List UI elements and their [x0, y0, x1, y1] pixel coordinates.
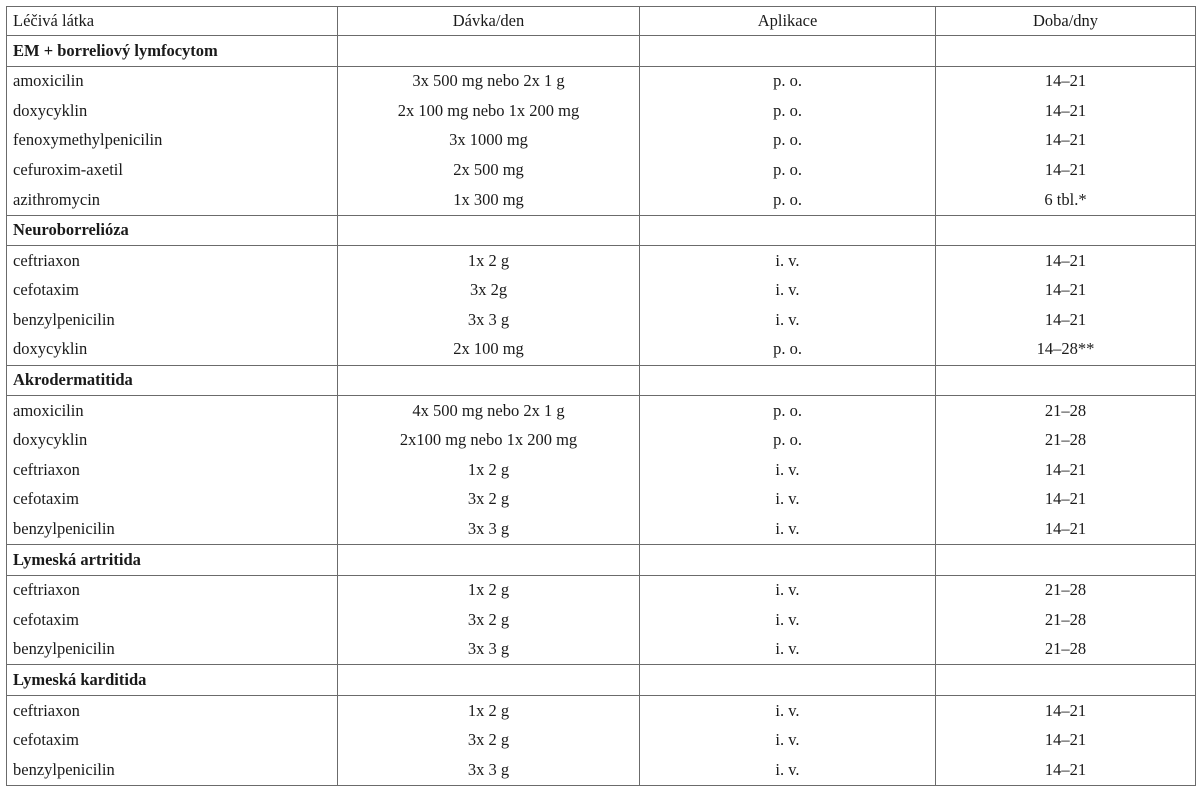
dose-cell: 3x 2 g	[338, 485, 640, 515]
route-cell: i. v.	[640, 276, 936, 306]
route-cell: p. o.	[640, 155, 936, 185]
route-cell: p. o.	[640, 335, 936, 365]
table-row	[7, 246, 1196, 276]
route-cell: i. v.	[640, 575, 936, 605]
route-cell: i. v.	[640, 305, 936, 335]
header-drug: Léčivá látka	[7, 7, 338, 36]
drug-cell: ceftriaxon	[7, 696, 338, 726]
route-cell: p. o.	[640, 96, 936, 126]
dose-cell: 1x 2 g	[338, 455, 640, 485]
group-empty-cell	[640, 545, 936, 576]
route-cell: i. v.	[640, 455, 936, 485]
treatment-table	[6, 6, 1196, 786]
table-header	[7, 7, 1196, 36]
dose-cell: 1x 2 g	[338, 246, 640, 276]
table-row	[7, 635, 1196, 665]
route-cell: i. v.	[640, 635, 936, 665]
dose-cell: 1x 2 g	[338, 696, 640, 726]
dose-cell: 3x 2 g	[338, 605, 640, 635]
table-row	[7, 185, 1196, 215]
duration-cell: 14–21	[936, 96, 1196, 126]
table-row	[7, 396, 1196, 426]
route-cell: i. v.	[640, 605, 936, 635]
route-cell: p. o.	[640, 66, 936, 96]
drug-cell: benzylpenicilin	[7, 515, 338, 545]
group-row	[7, 215, 1196, 246]
duration-cell: 14–21	[936, 485, 1196, 515]
table-row	[7, 276, 1196, 306]
route-cell: i. v.	[640, 696, 936, 726]
drug-cell: amoxicilin	[7, 396, 338, 426]
group-empty-cell	[936, 665, 1196, 696]
drug-cell: amoxicilin	[7, 66, 338, 96]
group-empty-cell	[338, 545, 640, 576]
group-title: Lymeská karditida	[7, 665, 338, 696]
group-empty-cell	[640, 665, 936, 696]
group-empty-cell	[338, 365, 640, 396]
drug-cell: doxycyklin	[7, 426, 338, 456]
drug-cell: benzylpenicilin	[7, 755, 338, 785]
duration-cell: 14–21	[936, 755, 1196, 785]
group-title: Lymeská artritida	[7, 545, 338, 576]
drug-cell: cefotaxim	[7, 276, 338, 306]
drug-cell: benzylpenicilin	[7, 635, 338, 665]
group-row	[7, 365, 1196, 396]
duration-cell: 21–28	[936, 396, 1196, 426]
table-row	[7, 755, 1196, 785]
drug-cell: azithromycin	[7, 185, 338, 215]
drug-cell: fenoxymethylpenicilin	[7, 126, 338, 156]
group-empty-cell	[338, 665, 640, 696]
table-row	[7, 155, 1196, 185]
header-duration: Doba/dny	[936, 7, 1196, 36]
dose-cell: 3x 3 g	[338, 635, 640, 665]
drug-cell: doxycyklin	[7, 335, 338, 365]
route-cell: p. o.	[640, 126, 936, 156]
header-route: Aplikace	[640, 7, 936, 36]
duration-cell: 14–21	[936, 126, 1196, 156]
dose-cell: 3x 2 g	[338, 726, 640, 756]
group-title: Akrodermatitida	[7, 365, 338, 396]
duration-cell: 14–21	[936, 305, 1196, 335]
drug-cell: cefotaxim	[7, 726, 338, 756]
dose-cell: 2x 500 mg	[338, 155, 640, 185]
table-row	[7, 305, 1196, 335]
duration-cell: 14–21	[936, 155, 1196, 185]
duration-cell: 21–28	[936, 605, 1196, 635]
header-dose: Dávka/den	[338, 7, 640, 36]
table-row	[7, 126, 1196, 156]
duration-cell: 14–21	[936, 455, 1196, 485]
dose-cell: 1x 300 mg	[338, 185, 640, 215]
dose-cell: 2x 100 mg nebo 1x 200 mg	[338, 96, 640, 126]
table-row	[7, 515, 1196, 545]
dose-cell: 2x100 mg nebo 1x 200 mg	[338, 426, 640, 456]
duration-cell: 14–21	[936, 66, 1196, 96]
group-empty-cell	[640, 215, 936, 246]
table-row	[7, 455, 1196, 485]
group-empty-cell	[640, 36, 936, 67]
header-row	[7, 7, 1196, 36]
route-cell: p. o.	[640, 426, 936, 456]
group-empty-cell	[936, 545, 1196, 576]
drug-cell: doxycyklin	[7, 96, 338, 126]
route-cell: p. o.	[640, 396, 936, 426]
route-cell: i. v.	[640, 515, 936, 545]
duration-cell: 6 tbl.*	[936, 185, 1196, 215]
dose-cell: 3x 500 mg nebo 2x 1 g	[338, 66, 640, 96]
group-empty-cell	[936, 365, 1196, 396]
drug-cell: cefotaxim	[7, 605, 338, 635]
duration-cell: 14–21	[936, 246, 1196, 276]
drug-cell: cefotaxim	[7, 485, 338, 515]
table-row	[7, 66, 1196, 96]
dose-cell: 3x 3 g	[338, 755, 640, 785]
duration-cell: 14–21	[936, 726, 1196, 756]
dose-cell: 2x 100 mg	[338, 335, 640, 365]
group-row	[7, 545, 1196, 576]
table-row	[7, 726, 1196, 756]
group-empty-cell	[338, 215, 640, 246]
group-empty-cell	[936, 36, 1196, 67]
route-cell: i. v.	[640, 485, 936, 515]
route-cell: i. v.	[640, 726, 936, 756]
drug-cell: benzylpenicilin	[7, 305, 338, 335]
duration-cell: 21–28	[936, 426, 1196, 456]
group-empty-cell	[936, 215, 1196, 246]
dose-cell: 3x 2g	[338, 276, 640, 306]
group-empty-cell	[338, 36, 640, 67]
group-row	[7, 665, 1196, 696]
duration-cell: 14–21	[936, 696, 1196, 726]
route-cell: i. v.	[640, 755, 936, 785]
duration-cell: 14–21	[936, 515, 1196, 545]
table-row	[7, 426, 1196, 456]
route-cell: p. o.	[640, 185, 936, 215]
table-row	[7, 485, 1196, 515]
dose-cell: 3x 3 g	[338, 515, 640, 545]
group-title: Neuroborrelióza	[7, 215, 338, 246]
drug-cell: ceftriaxon	[7, 575, 338, 605]
group-title: EM + borreliový lymfocytom	[7, 36, 338, 67]
dose-cell: 4x 500 mg nebo 2x 1 g	[338, 396, 640, 426]
table-row	[7, 696, 1196, 726]
duration-cell: 21–28	[936, 575, 1196, 605]
drug-cell: cefuroxim-axetil	[7, 155, 338, 185]
table-row	[7, 605, 1196, 635]
dose-cell: 1x 2 g	[338, 575, 640, 605]
table-body	[7, 36, 1196, 786]
route-cell: i. v.	[640, 246, 936, 276]
duration-cell: 14–21	[936, 276, 1196, 306]
group-row	[7, 36, 1196, 67]
table-row	[7, 575, 1196, 605]
dose-cell: 3x 3 g	[338, 305, 640, 335]
group-empty-cell	[640, 365, 936, 396]
treatment-table-container	[6, 6, 1195, 786]
drug-cell: ceftriaxon	[7, 455, 338, 485]
duration-cell: 14–28**	[936, 335, 1196, 365]
dose-cell: 3x 1000 mg	[338, 126, 640, 156]
table-row	[7, 335, 1196, 365]
table-row	[7, 96, 1196, 126]
drug-cell: ceftriaxon	[7, 246, 338, 276]
duration-cell: 21–28	[936, 635, 1196, 665]
